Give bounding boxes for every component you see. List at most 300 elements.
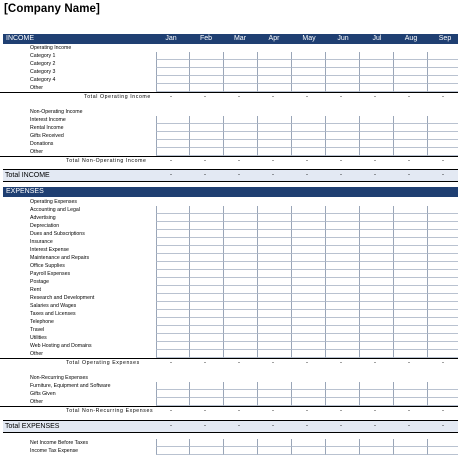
value-cell[interactable]	[156, 294, 190, 302]
value-cell[interactable]	[190, 310, 224, 318]
value-cell[interactable]	[156, 68, 190, 76]
value-cell[interactable]	[360, 294, 394, 302]
value-cell[interactable]	[292, 132, 326, 140]
value-cell[interactable]	[394, 318, 428, 326]
value-cell[interactable]	[156, 148, 190, 156]
value-cell[interactable]	[394, 84, 428, 92]
value-cell[interactable]	[292, 246, 326, 254]
value-cell[interactable]	[394, 246, 428, 254]
value-cell[interactable]	[258, 230, 292, 238]
value-cell[interactable]	[394, 148, 428, 156]
value-cell[interactable]	[292, 350, 326, 358]
value-cell[interactable]	[156, 286, 190, 294]
value-cell[interactable]	[360, 447, 394, 455]
value-cell[interactable]	[156, 238, 190, 246]
value-cell[interactable]	[360, 60, 394, 68]
value-cell[interactable]	[258, 382, 292, 390]
value-cell[interactable]	[326, 318, 360, 326]
value-cell[interactable]	[156, 318, 190, 326]
value-cell[interactable]	[224, 116, 258, 124]
value-cell[interactable]	[190, 262, 224, 270]
value-cell[interactable]	[258, 278, 292, 286]
value-cell[interactable]	[326, 447, 360, 455]
value-cell[interactable]	[190, 447, 224, 455]
value-cell[interactable]	[428, 310, 458, 318]
value-cell[interactable]	[360, 302, 394, 310]
value-cell[interactable]	[326, 334, 360, 342]
value-cell[interactable]	[292, 206, 326, 214]
value-cell[interactable]	[156, 84, 190, 92]
value-cell[interactable]	[224, 76, 258, 84]
value-cell[interactable]	[224, 310, 258, 318]
value-cell[interactable]	[360, 230, 394, 238]
value-cell[interactable]	[428, 350, 458, 358]
value-cell[interactable]	[394, 60, 428, 68]
value-cell[interactable]	[394, 390, 428, 398]
value-cell[interactable]	[156, 246, 190, 254]
value-cell[interactable]	[360, 310, 394, 318]
value-cell[interactable]	[394, 286, 428, 294]
value-cell[interactable]	[224, 148, 258, 156]
value-cell[interactable]	[156, 326, 190, 334]
value-cell[interactable]	[428, 222, 458, 230]
value-cell[interactable]	[258, 60, 292, 68]
value-cell[interactable]	[326, 124, 360, 132]
value-cell[interactable]	[360, 286, 394, 294]
value-cell[interactable]	[394, 270, 428, 278]
value-cell[interactable]	[326, 390, 360, 398]
value-cell[interactable]	[292, 124, 326, 132]
value-cell[interactable]	[258, 262, 292, 270]
value-cell[interactable]	[394, 262, 428, 270]
value-cell[interactable]	[258, 334, 292, 342]
value-cell[interactable]	[156, 124, 190, 132]
value-cell[interactable]	[292, 439, 326, 447]
value-cell[interactable]	[258, 238, 292, 246]
value-cell[interactable]	[224, 318, 258, 326]
value-cell[interactable]	[428, 52, 458, 60]
value-cell[interactable]	[190, 84, 224, 92]
value-cell[interactable]	[258, 310, 292, 318]
value-cell[interactable]	[292, 76, 326, 84]
value-cell[interactable]	[190, 52, 224, 60]
value-cell[interactable]	[360, 342, 394, 350]
value-cell[interactable]	[394, 326, 428, 334]
value-cell[interactable]	[292, 310, 326, 318]
value-cell[interactable]	[326, 52, 360, 60]
value-cell[interactable]	[326, 294, 360, 302]
value-cell[interactable]	[292, 318, 326, 326]
value-cell[interactable]	[292, 398, 326, 406]
value-cell[interactable]	[360, 350, 394, 358]
value-cell[interactable]	[394, 230, 428, 238]
value-cell[interactable]	[360, 222, 394, 230]
value-cell[interactable]	[190, 222, 224, 230]
value-cell[interactable]	[326, 140, 360, 148]
value-cell[interactable]	[190, 148, 224, 156]
value-cell[interactable]	[258, 326, 292, 334]
value-cell[interactable]	[326, 342, 360, 350]
value-cell[interactable]	[258, 124, 292, 132]
value-cell[interactable]	[156, 116, 190, 124]
value-cell[interactable]	[428, 116, 458, 124]
value-cell[interactable]	[292, 278, 326, 286]
value-cell[interactable]	[258, 206, 292, 214]
value-cell[interactable]	[190, 318, 224, 326]
value-cell[interactable]	[190, 124, 224, 132]
value-cell[interactable]	[428, 382, 458, 390]
value-cell[interactable]	[326, 439, 360, 447]
value-cell[interactable]	[224, 238, 258, 246]
value-cell[interactable]	[224, 302, 258, 310]
value-cell[interactable]	[258, 447, 292, 455]
value-cell[interactable]	[292, 238, 326, 246]
value-cell[interactable]	[326, 246, 360, 254]
value-cell[interactable]	[360, 148, 394, 156]
value-cell[interactable]	[258, 286, 292, 294]
value-cell[interactable]	[428, 246, 458, 254]
value-cell[interactable]	[224, 230, 258, 238]
value-cell[interactable]	[156, 52, 190, 60]
value-cell[interactable]	[428, 342, 458, 350]
value-cell[interactable]	[394, 447, 428, 455]
value-cell[interactable]	[258, 116, 292, 124]
value-cell[interactable]	[224, 246, 258, 254]
value-cell[interactable]	[224, 254, 258, 262]
value-cell[interactable]	[224, 439, 258, 447]
value-cell[interactable]	[394, 398, 428, 406]
value-cell[interactable]	[156, 140, 190, 148]
value-cell[interactable]	[190, 350, 224, 358]
value-cell[interactable]	[428, 68, 458, 76]
value-cell[interactable]	[394, 310, 428, 318]
value-cell[interactable]	[190, 132, 224, 140]
value-cell[interactable]	[156, 262, 190, 270]
value-cell[interactable]	[156, 382, 190, 390]
value-cell[interactable]	[156, 334, 190, 342]
value-cell[interactable]	[156, 302, 190, 310]
value-cell[interactable]	[190, 439, 224, 447]
value-cell[interactable]	[190, 254, 224, 262]
value-cell[interactable]	[156, 132, 190, 140]
value-cell[interactable]	[292, 116, 326, 124]
value-cell[interactable]	[394, 68, 428, 76]
value-cell[interactable]	[224, 214, 258, 222]
value-cell[interactable]	[428, 278, 458, 286]
value-cell[interactable]	[224, 60, 258, 68]
value-cell[interactable]	[428, 230, 458, 238]
value-cell[interactable]	[258, 398, 292, 406]
value-cell[interactable]	[360, 326, 394, 334]
value-cell[interactable]	[428, 294, 458, 302]
value-cell[interactable]	[258, 140, 292, 148]
value-cell[interactable]	[292, 294, 326, 302]
value-cell[interactable]	[224, 382, 258, 390]
value-cell[interactable]	[394, 124, 428, 132]
value-cell[interactable]	[258, 270, 292, 278]
value-cell[interactable]	[394, 382, 428, 390]
value-cell[interactable]	[428, 254, 458, 262]
value-cell[interactable]	[360, 206, 394, 214]
value-cell[interactable]	[224, 326, 258, 334]
value-cell[interactable]	[258, 294, 292, 302]
value-cell[interactable]	[394, 439, 428, 447]
value-cell[interactable]	[292, 222, 326, 230]
value-cell[interactable]	[190, 270, 224, 278]
value-cell[interactable]	[326, 286, 360, 294]
value-cell[interactable]	[224, 294, 258, 302]
value-cell[interactable]	[428, 60, 458, 68]
value-cell[interactable]	[394, 214, 428, 222]
value-cell[interactable]	[428, 214, 458, 222]
value-cell[interactable]	[394, 254, 428, 262]
value-cell[interactable]	[292, 60, 326, 68]
value-cell[interactable]	[428, 238, 458, 246]
value-cell[interactable]	[360, 238, 394, 246]
value-cell[interactable]	[190, 140, 224, 148]
value-cell[interactable]	[326, 254, 360, 262]
value-cell[interactable]	[326, 76, 360, 84]
value-cell[interactable]	[224, 286, 258, 294]
value-cell[interactable]	[326, 116, 360, 124]
value-cell[interactable]	[156, 390, 190, 398]
value-cell[interactable]	[360, 278, 394, 286]
value-cell[interactable]	[360, 76, 394, 84]
value-cell[interactable]	[428, 398, 458, 406]
value-cell[interactable]	[224, 390, 258, 398]
value-cell[interactable]	[360, 334, 394, 342]
value-cell[interactable]	[428, 140, 458, 148]
value-cell[interactable]	[190, 382, 224, 390]
value-cell[interactable]	[224, 262, 258, 270]
value-cell[interactable]	[326, 148, 360, 156]
value-cell[interactable]	[156, 278, 190, 286]
value-cell[interactable]	[394, 76, 428, 84]
value-cell[interactable]	[258, 390, 292, 398]
value-cell[interactable]	[428, 270, 458, 278]
value-cell[interactable]	[190, 116, 224, 124]
value-cell[interactable]	[428, 262, 458, 270]
value-cell[interactable]	[394, 334, 428, 342]
value-cell[interactable]	[156, 76, 190, 84]
value-cell[interactable]	[224, 270, 258, 278]
value-cell[interactable]	[156, 230, 190, 238]
value-cell[interactable]	[258, 254, 292, 262]
value-cell[interactable]	[360, 246, 394, 254]
value-cell[interactable]	[292, 302, 326, 310]
value-cell[interactable]	[224, 124, 258, 132]
value-cell[interactable]	[428, 334, 458, 342]
value-cell[interactable]	[394, 116, 428, 124]
value-cell[interactable]	[258, 132, 292, 140]
value-cell[interactable]	[258, 68, 292, 76]
value-cell[interactable]	[428, 302, 458, 310]
value-cell[interactable]	[258, 52, 292, 60]
value-cell[interactable]	[224, 334, 258, 342]
value-cell[interactable]	[190, 302, 224, 310]
value-cell[interactable]	[258, 222, 292, 230]
value-cell[interactable]	[394, 206, 428, 214]
value-cell[interactable]	[394, 132, 428, 140]
value-cell[interactable]	[292, 254, 326, 262]
value-cell[interactable]	[156, 206, 190, 214]
value-cell[interactable]	[258, 302, 292, 310]
value-cell[interactable]	[292, 230, 326, 238]
value-cell[interactable]	[326, 238, 360, 246]
value-cell[interactable]	[190, 294, 224, 302]
value-cell[interactable]	[258, 350, 292, 358]
value-cell[interactable]	[360, 439, 394, 447]
value-cell[interactable]	[190, 68, 224, 76]
value-cell[interactable]	[428, 439, 458, 447]
value-cell[interactable]	[326, 206, 360, 214]
value-cell[interactable]	[292, 270, 326, 278]
value-cell[interactable]	[190, 342, 224, 350]
value-cell[interactable]	[428, 76, 458, 84]
value-cell[interactable]	[156, 447, 190, 455]
value-cell[interactable]	[292, 334, 326, 342]
value-cell[interactable]	[292, 68, 326, 76]
value-cell[interactable]	[360, 132, 394, 140]
value-cell[interactable]	[224, 342, 258, 350]
value-cell[interactable]	[258, 76, 292, 84]
value-cell[interactable]	[190, 326, 224, 334]
value-cell[interactable]	[394, 278, 428, 286]
value-cell[interactable]	[190, 246, 224, 254]
value-cell[interactable]	[360, 116, 394, 124]
value-cell[interactable]	[156, 254, 190, 262]
value-cell[interactable]	[428, 148, 458, 156]
value-cell[interactable]	[258, 439, 292, 447]
value-cell[interactable]	[190, 390, 224, 398]
value-cell[interactable]	[428, 447, 458, 455]
value-cell[interactable]	[156, 398, 190, 406]
value-cell[interactable]	[292, 140, 326, 148]
value-cell[interactable]	[428, 326, 458, 334]
value-cell[interactable]	[292, 148, 326, 156]
value-cell[interactable]	[156, 222, 190, 230]
value-cell[interactable]	[326, 310, 360, 318]
value-cell[interactable]	[190, 398, 224, 406]
value-cell[interactable]	[360, 270, 394, 278]
value-cell[interactable]	[224, 398, 258, 406]
value-cell[interactable]	[428, 286, 458, 294]
value-cell[interactable]	[428, 206, 458, 214]
value-cell[interactable]	[428, 84, 458, 92]
value-cell[interactable]	[360, 214, 394, 222]
value-cell[interactable]	[326, 262, 360, 270]
value-cell[interactable]	[190, 60, 224, 68]
value-cell[interactable]	[326, 278, 360, 286]
value-cell[interactable]	[326, 60, 360, 68]
value-cell[interactable]	[292, 447, 326, 455]
value-cell[interactable]	[360, 398, 394, 406]
value-cell[interactable]	[156, 214, 190, 222]
value-cell[interactable]	[394, 140, 428, 148]
value-cell[interactable]	[360, 124, 394, 132]
value-cell[interactable]	[428, 132, 458, 140]
value-cell[interactable]	[428, 318, 458, 326]
value-cell[interactable]	[394, 350, 428, 358]
value-cell[interactable]	[190, 214, 224, 222]
value-cell[interactable]	[224, 84, 258, 92]
value-cell[interactable]	[224, 68, 258, 76]
value-cell[interactable]	[326, 350, 360, 358]
value-cell[interactable]	[224, 52, 258, 60]
value-cell[interactable]	[360, 382, 394, 390]
value-cell[interactable]	[258, 148, 292, 156]
value-cell[interactable]	[326, 326, 360, 334]
value-cell[interactable]	[156, 60, 190, 68]
value-cell[interactable]	[224, 222, 258, 230]
value-cell[interactable]	[258, 342, 292, 350]
value-cell[interactable]	[394, 342, 428, 350]
value-cell[interactable]	[326, 68, 360, 76]
value-cell[interactable]	[224, 140, 258, 148]
value-cell[interactable]	[258, 84, 292, 92]
value-cell[interactable]	[326, 382, 360, 390]
value-cell[interactable]	[292, 326, 326, 334]
value-cell[interactable]	[190, 230, 224, 238]
value-cell[interactable]	[156, 350, 190, 358]
value-cell[interactable]	[394, 302, 428, 310]
value-cell[interactable]	[156, 310, 190, 318]
value-cell[interactable]	[326, 270, 360, 278]
value-cell[interactable]	[292, 390, 326, 398]
value-cell[interactable]	[326, 222, 360, 230]
value-cell[interactable]	[326, 398, 360, 406]
value-cell[interactable]	[326, 84, 360, 92]
value-cell[interactable]	[326, 132, 360, 140]
value-cell[interactable]	[190, 238, 224, 246]
value-cell[interactable]	[428, 124, 458, 132]
value-cell[interactable]	[224, 132, 258, 140]
value-cell[interactable]	[292, 342, 326, 350]
value-cell[interactable]	[360, 84, 394, 92]
value-cell[interactable]	[360, 52, 394, 60]
value-cell[interactable]	[394, 222, 428, 230]
value-cell[interactable]	[258, 318, 292, 326]
value-cell[interactable]	[292, 286, 326, 294]
value-cell[interactable]	[156, 439, 190, 447]
value-cell[interactable]	[292, 262, 326, 270]
value-cell[interactable]	[190, 76, 224, 84]
value-cell[interactable]	[224, 278, 258, 286]
value-cell[interactable]	[292, 382, 326, 390]
value-cell[interactable]	[190, 334, 224, 342]
value-cell[interactable]	[360, 140, 394, 148]
value-cell[interactable]	[258, 214, 292, 222]
value-cell[interactable]	[190, 286, 224, 294]
value-cell[interactable]	[156, 342, 190, 350]
value-cell[interactable]	[190, 278, 224, 286]
value-cell[interactable]	[224, 206, 258, 214]
value-cell[interactable]	[156, 270, 190, 278]
value-cell[interactable]	[292, 84, 326, 92]
value-cell[interactable]	[360, 254, 394, 262]
value-cell[interactable]	[326, 214, 360, 222]
value-cell[interactable]	[224, 447, 258, 455]
value-cell[interactable]	[258, 246, 292, 254]
value-cell[interactable]	[360, 318, 394, 326]
value-cell[interactable]	[394, 294, 428, 302]
value-cell[interactable]	[292, 52, 326, 60]
value-cell[interactable]	[190, 206, 224, 214]
value-cell[interactable]	[224, 350, 258, 358]
value-cell[interactable]	[326, 302, 360, 310]
value-cell[interactable]	[292, 214, 326, 222]
value-cell[interactable]	[360, 262, 394, 270]
